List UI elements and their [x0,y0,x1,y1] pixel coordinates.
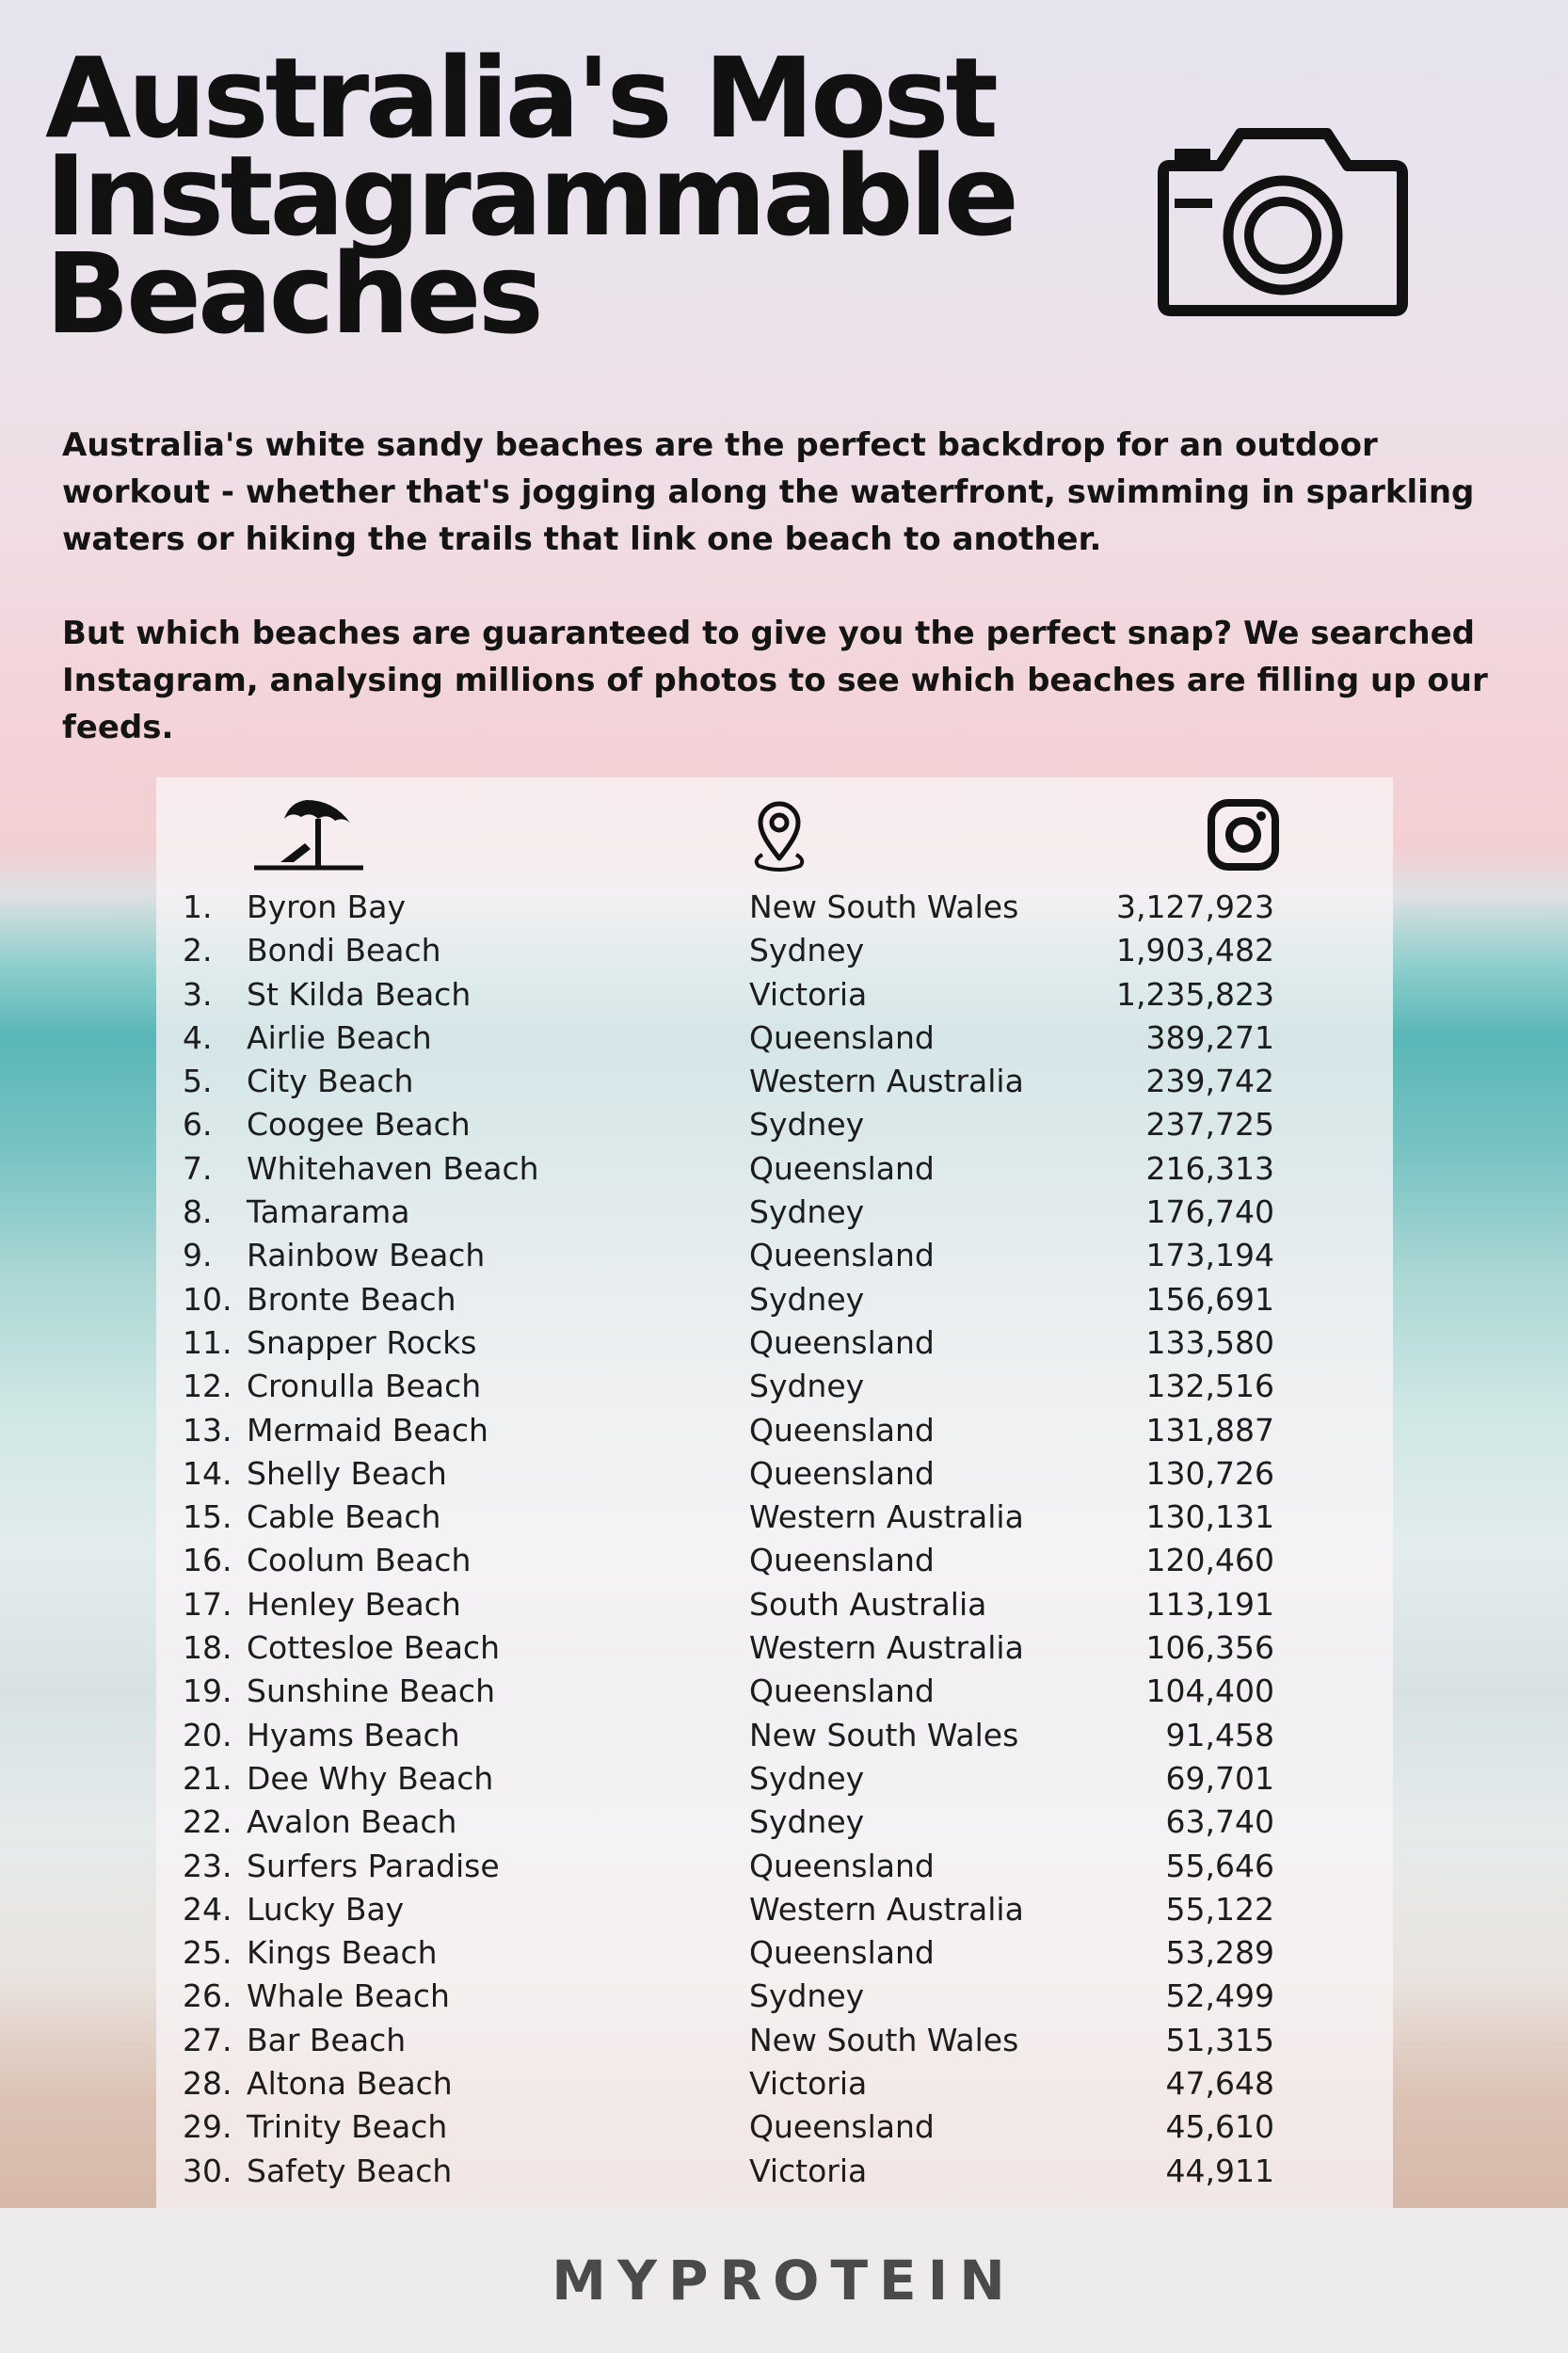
rank-cell: 23. [183,1847,232,1884]
table-row [156,1715,1393,1758]
rank-cell: 2. [183,932,213,969]
post-count: 133,580 [1145,1323,1274,1361]
rank-cell: 7. [183,1149,213,1187]
ranking-rows [156,887,1393,2194]
region-name: Sydney [749,1803,865,1841]
post-count: 106,356 [1145,1629,1274,1667]
post-count: 3,127,923 [1116,888,1274,925]
rank-cell: 27. [183,2021,232,2058]
region-name: Victoria [749,2152,868,2189]
post-count: 237,725 [1145,1106,1274,1144]
beach-name: Rainbow Beach [247,1237,486,1274]
beach-name: Avalon Beach [247,1803,457,1841]
region-name: Queensland [749,1673,935,1710]
beach-name: Bar Beach [247,2021,407,2058]
beach-name: Mermaid Beach [247,1411,488,1449]
beach-name: City Beach [247,1063,414,1100]
rank-cell: 16. [183,1542,232,1579]
rank-cell: 24. [183,1890,232,1928]
region-name: New South Wales [749,2021,1019,2058]
beach-name: Lucky Bay [247,1890,405,1928]
beach-name: Coogee Beach [247,1106,471,1144]
rank-cell: 18. [183,1629,232,1667]
table-row [156,1801,1393,1845]
table-row [156,930,1393,973]
beach-name: Cottesloe Beach [247,1629,500,1667]
beach-name: Shelly Beach [247,1454,447,1492]
table-row [156,1192,1393,1235]
region-name: New South Wales [749,1716,1019,1753]
post-count: 69,701 [1165,1759,1274,1797]
region-name: Queensland [749,1934,935,1972]
region-name: Victoria [749,975,868,1013]
rank-cell: 1. [183,888,213,925]
post-count: 63,740 [1165,1803,1274,1841]
beach-name: Snapper Rocks [247,1323,477,1361]
post-count: 91,458 [1165,1716,1274,1753]
region-name: Sydney [749,1368,865,1405]
beach-name: Bronte Beach [247,1280,456,1318]
post-count: 44,911 [1165,2152,1274,2189]
table-row [156,1148,1393,1192]
beach-name: Trinity Beach [247,2108,448,2146]
beach-name: Bondi Beach [247,932,441,969]
table-row [156,1061,1393,1104]
post-count: 130,131 [1145,1498,1274,1536]
beach-name: Byron Bay [247,888,406,925]
beach-name: Cronulla Beach [247,1368,482,1405]
post-count: 176,740 [1145,1193,1274,1231]
footer [0,2208,1568,2353]
beach-name: Coolum Beach [247,1542,472,1579]
post-count: 47,648 [1165,2065,1274,2103]
myprotein-logo: MYPROTEIN [552,2249,1016,2313]
table-row [156,974,1393,1017]
location-pin-icon [749,800,809,872]
title-line-2: Instagrammable [45,131,1016,261]
table-row [156,1671,1393,1714]
post-count: 131,887 [1145,1411,1274,1449]
rank-cell: 4. [183,1018,213,1056]
table-row [156,1497,1393,1540]
intro-text [62,422,1530,798]
beach-name: Airlie Beach [247,1018,432,1056]
rank-cell: 17. [183,1585,232,1623]
beach-name: Whitehaven Beach [247,1149,539,1187]
rank-cell: 22. [183,1803,232,1841]
table-row [156,1104,1393,1147]
beach-name: Cable Beach [247,1498,441,1536]
post-count: 120,460 [1145,1542,1274,1579]
post-count: 55,122 [1165,1890,1274,1928]
region-name: Queensland [749,1323,935,1361]
post-count: 1,235,823 [1116,975,1274,1013]
region-name: Sydney [749,1759,865,1797]
post-count: 216,313 [1145,1149,1274,1187]
region-name: Victoria [749,2065,868,2103]
beach-umbrella-icon [252,796,365,873]
post-count: 113,191 [1145,1585,1274,1623]
post-count: 45,610 [1165,2108,1274,2146]
region-name: Queensland [749,1454,935,1492]
region-name: Queensland [749,1542,935,1579]
region-name: Sydney [749,1280,865,1318]
beach-name: Altona Beach [247,2065,453,2103]
beach-name: Sunshine Beach [247,1673,495,1710]
camera-icon [1156,111,1410,316]
rank-cell: 14. [183,1454,232,1492]
table-row [156,1540,1393,1583]
table-row [156,2106,1393,2150]
table-row [156,1453,1393,1497]
rank-cell: 15. [183,1498,232,1536]
rank-cell: 5. [183,1063,213,1100]
rank-cell: 11. [183,1323,232,1361]
post-count: 1,903,482 [1116,932,1274,969]
rank-cell: 3. [183,975,213,1013]
beach-name: Henley Beach [247,1585,461,1623]
region-name: New South Wales [749,888,1019,925]
table-row [156,1322,1393,1366]
post-count: 173,194 [1145,1237,1274,1274]
rank-cell: 30. [183,2152,232,2189]
region-name: Queensland [749,1411,935,1449]
table-row [156,2063,1393,2106]
region-name: Queensland [749,2108,935,2146]
region-name: Western Australia [749,1498,1024,1536]
table-row [156,1627,1393,1671]
intro-paragraph-1: Australia's white sandy beaches are the perfect backdrop for an outdoor workout - whether that's jogging along the waterfront, swimming in sparkling waters or hiking the trails that link one beach to another. [62,426,1475,558]
rank-cell: 26. [183,1977,232,2015]
beach-name: Safety Beach [247,2152,453,2189]
post-count: 130,726 [1145,1454,1274,1492]
post-count: 104,400 [1145,1673,1274,1710]
table-row [156,1758,1393,1801]
region-name: Western Australia [749,1629,1024,1667]
region-name: South Australia [749,1585,987,1623]
region-name: Queensland [749,1847,935,1884]
region-name: Sydney [749,1977,865,2015]
table-row [156,2151,1393,2194]
page-title [45,33,1080,359]
title-line-1: Australia's Most [45,33,995,163]
region-name: Western Australia [749,1890,1024,1928]
post-count: 389,271 [1145,1018,1274,1056]
intro-paragraph-2: But which beaches are guaranteed to give you the perfect snap? We searched Instagram, analysing millions of photos to see which beaches are filling up our feeds. [62,615,1488,746]
post-count: 239,742 [1145,1063,1274,1100]
beach-name: St Kilda Beach [247,975,472,1013]
region-name: Queensland [749,1018,935,1056]
table-row [156,1235,1393,1278]
rank-cell: 12. [183,1368,232,1405]
rank-cell: 10. [183,1280,232,1318]
rank-cell: 19. [183,1673,232,1710]
rank-cell: 8. [183,1193,213,1231]
region-name: Queensland [749,1149,935,1187]
table-row [156,2020,1393,2063]
beach-name: Dee Why Beach [247,1759,494,1797]
post-count: 132,516 [1145,1368,1274,1405]
rank-cell: 6. [183,1106,213,1144]
table-row [156,1932,1393,1976]
rank-cell: 9. [183,1237,213,1274]
rank-cell: 13. [183,1411,232,1449]
rank-cell: 25. [183,1934,232,1972]
post-count: 51,315 [1165,2021,1274,2058]
region-name: Sydney [749,1106,865,1144]
table-row [156,1584,1393,1627]
region-name: Sydney [749,932,865,969]
beach-name: Whale Beach [247,1977,450,2015]
post-count: 52,499 [1165,1977,1274,2015]
table-row [156,1366,1393,1409]
table-row [156,1976,1393,2019]
ranking-table [156,777,1393,2208]
rank-cell: 29. [183,2108,232,2146]
beach-name: Tamarama [247,1193,410,1231]
rank-cell: 28. [183,2065,232,2103]
beach-name: Kings Beach [247,1934,438,1972]
region-name: Western Australia [749,1063,1024,1100]
title-line-3: Beaches [45,229,540,359]
instagram-icon [1207,798,1280,872]
table-row [156,1889,1393,1932]
post-count: 53,289 [1165,1934,1274,1972]
region-name: Queensland [749,1237,935,1274]
post-count: 55,646 [1165,1847,1274,1884]
table-row [156,1279,1393,1322]
table-row [156,1846,1393,1889]
rank-cell: 20. [183,1716,232,1753]
region-name: Sydney [749,1193,865,1231]
beach-name: Surfers Paradise [247,1847,500,1884]
beach-name: Hyams Beach [247,1716,460,1753]
rank-cell: 21. [183,1759,232,1797]
table-row [156,887,1393,930]
table-row [156,1017,1393,1061]
post-count: 156,691 [1145,1280,1274,1318]
table-row [156,1410,1393,1453]
